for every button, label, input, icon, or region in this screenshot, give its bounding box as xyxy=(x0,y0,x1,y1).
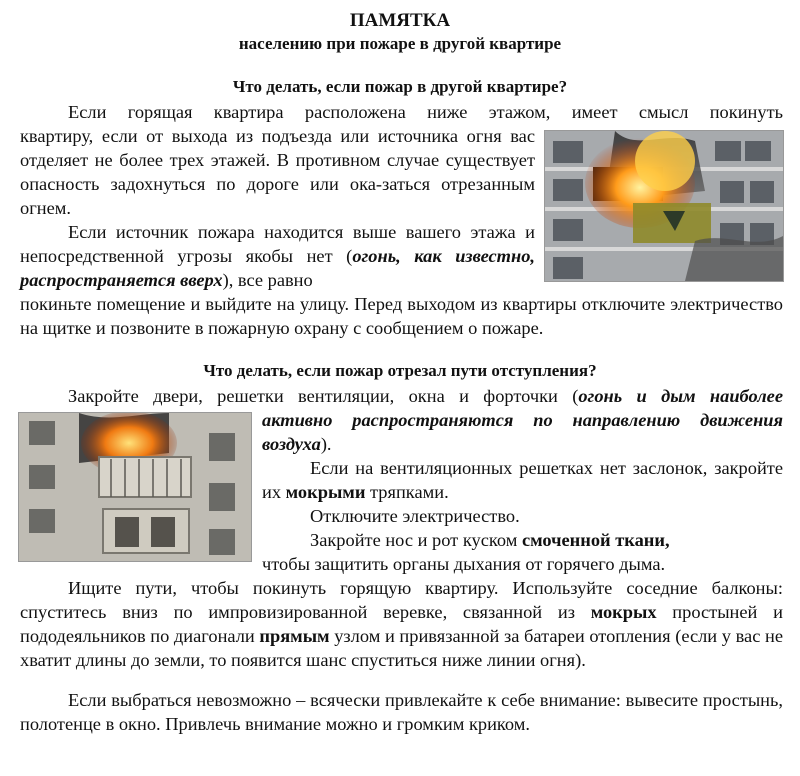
memo-title: ПАМЯТКА xyxy=(349,10,451,31)
section2-paragraph1-line1: Закройте двери, решетки вентиляции, окна и форточки (огонь и дым наиболее xyxy=(68,386,783,406)
burning-building-photo-2 xyxy=(18,412,252,562)
section2-paragraph3: Отключите электричество. xyxy=(310,506,520,526)
section2-paragraph2: Если на вентиляционных решетках нет заслонок, закройте их мокрыми тряпками. xyxy=(262,458,783,502)
section1-paragraph2: Если источник пожара находится выше вашего этажа и непосредственной угрозы якобы нет (огонь, как известно, распространяется вверх), все равно xyxy=(20,222,535,290)
section2-paragraph1: активно распространяются по направлению движения воздуха). xyxy=(262,410,783,454)
section2-paragraph6: Если выбраться невозможно – всячески привлекайте к себе внимание: вывесите простынь, полотенце в окно. Привлечь внимание можно и громким криком. xyxy=(20,690,783,734)
section2-paragraph4: Закройте нос и рот куском смоченной ткани, чтобы защитить органы дыхания от горячего дыма. xyxy=(262,530,670,574)
section1-paragraph3: покиньте помещение и выйдите на улицу. Перед выходом из квартиры отключите электричество на щитке и позвоните в пожарную охрану с сообщением о пожаре. xyxy=(20,294,783,338)
section2-emphasis: активно распространяются по направлению движения воздуха xyxy=(262,410,783,454)
section2-heading: Что делать, если пожар отрезал пути отступления? xyxy=(203,361,597,380)
burning-building-photo-1 xyxy=(544,130,784,282)
section1-emphasis: огонь, как известно, распространяется вверх xyxy=(20,246,535,290)
section2-paragraph5: Ищите пути, чтобы покинуть горящую квартиру. Используйте соседние балконы: спуститесь вниз по импровизированной веревке, связанной из мокрых простыней и пододеяльников по диагонали прямым узлом и привязанной за батареи отопления (если у вас не хватит длины до земли, то появится шанс спуститься ниже линии огня). xyxy=(20,578,783,670)
section1-paragraph1: квартиру, если от выхода из подъезда или источника огня вас отделяет не более трех этажей. В противном случае существует опасность задохнуться по дороге или ока-заться отрезанным огнем. xyxy=(20,126,535,218)
section1-heading: Что делать, если пожар в другой квартире? xyxy=(232,77,568,96)
section1-paragraph1-line1: Если горящая квартира расположена ниже этажом, имеет смысл покинуть xyxy=(68,102,783,122)
memo-subtitle: населению при пожаре в другой квартире xyxy=(238,34,562,53)
